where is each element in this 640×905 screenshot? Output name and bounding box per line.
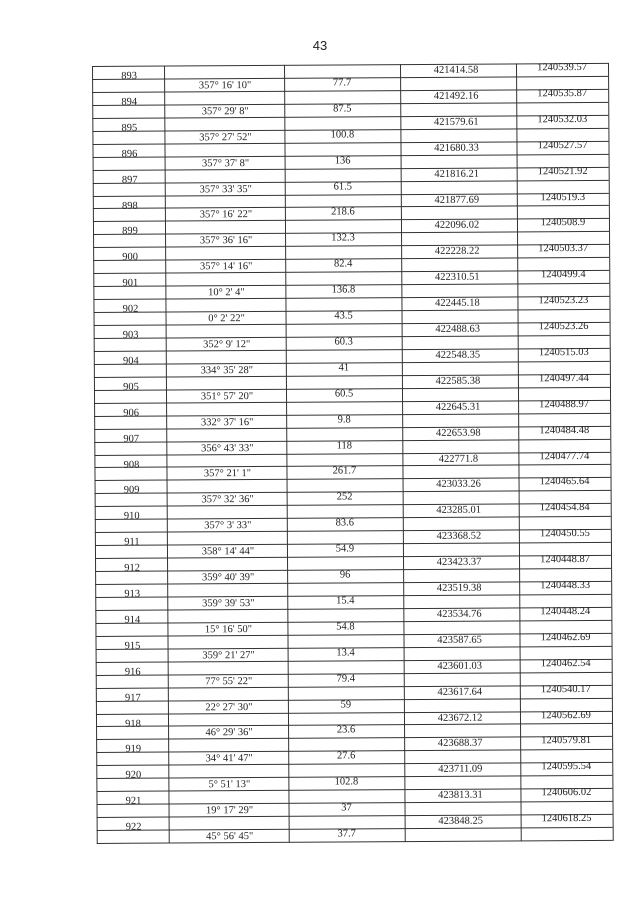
coordinate-x: 422771.8 (438, 453, 479, 465)
segment-length: 61.5 (333, 180, 352, 193)
point-number: 912 (124, 562, 140, 574)
point-number: 894 (121, 96, 138, 108)
bearing-angle: 357° 33' 35" (199, 183, 252, 195)
coordinate-y: 1240618.25 (541, 813, 592, 825)
segment-length: 15.4 (336, 595, 355, 607)
coordinate-x: 421816.21 (434, 168, 480, 180)
coordinate-y: 1240606.02 (541, 787, 592, 799)
bearing-angle: 357° 16' 22" (199, 209, 253, 221)
bearing-angle: 357° 29' 8" (201, 105, 249, 118)
segment-length: 102.8 (334, 776, 359, 788)
coordinate-y: 1240562.69 (541, 709, 591, 721)
coordinate-x: 423848.25 (438, 815, 483, 827)
coordinate-y: 1240465.64 (539, 476, 590, 488)
bearing-angle: 357° 37' 8" (201, 157, 250, 169)
bearing-angle: 22° 27' 30" (205, 701, 253, 713)
point-number: 907 (123, 433, 140, 445)
point-number: 913 (124, 588, 141, 600)
coordinate-x: 423711.09 (438, 763, 483, 776)
segment-length: 136 (334, 155, 351, 167)
point-number: 911 (124, 536, 140, 548)
bearing-angle: 5° 51' 13" (208, 779, 251, 791)
coordinate-y: 1240462.54 (540, 657, 591, 669)
coordinate-y: 1240499.4 (540, 269, 586, 281)
bearing-angle: 357° 32' 36" (201, 494, 254, 506)
coordinate-y: 1240508.9 (540, 217, 586, 229)
coordinate-y: 1240532.03 (537, 113, 588, 126)
point-number: 909 (123, 485, 140, 497)
coordinate-x: 423813.31 (438, 789, 483, 802)
coordinate-y: 1240503.37 (538, 243, 589, 255)
point-number: 916 (124, 666, 141, 678)
point-number: 895 (121, 122, 138, 134)
bearing-angle: 45° 56' 45" (206, 831, 254, 843)
segment-length: 136.8 (331, 284, 356, 296)
coordinate-x: 423601.03 (437, 660, 483, 672)
segment-length: 83.6 (335, 517, 355, 529)
bearing-angle: 358° 14' 44" (201, 546, 255, 558)
coordinate-y: 1240497.44 (538, 372, 589, 385)
point-number: 904 (122, 355, 139, 367)
coordinate-x: 423368.52 (436, 530, 482, 543)
point-number: 898 (121, 200, 138, 212)
point-number: 897 (121, 174, 138, 186)
coordinate-y: 1240539.57 (537, 61, 587, 74)
coordinate-y: 1240448.33 (540, 579, 591, 592)
page-number: 43 (312, 38, 328, 53)
bearing-angle: 10° 2' 4" (208, 287, 245, 299)
segment-length: 218.6 (331, 206, 355, 218)
bearing-angle: 359° 39' 53" (202, 597, 255, 610)
coordinate-x: 422585.38 (435, 375, 481, 387)
point-number: 896 (121, 148, 138, 160)
segment-length: 13.4 (336, 647, 355, 659)
segment-length: 96 (339, 569, 351, 581)
coordinate-x: 423617.64 (437, 686, 483, 698)
coordinate-x: 423285.01 (436, 504, 482, 517)
point-number: 919 (125, 744, 142, 756)
point-number: 921 (125, 795, 142, 807)
segment-length: 9.8 (337, 414, 351, 426)
coordinate-x: 422653.98 (435, 427, 481, 439)
coordinate-x: 422488.63 (435, 323, 480, 335)
segment-length: 41 (338, 362, 350, 374)
coordinate-x: 423423.37 (436, 556, 482, 568)
bearing-angle: 77° 55' 22" (205, 675, 253, 687)
bearing-angle: 332° 37' 16" (200, 416, 254, 428)
coordinate-y: 1240540.17 (540, 683, 591, 695)
coordinate-y: 1240448.24 (540, 605, 591, 618)
coordinate-x: 423672.12 (437, 712, 483, 724)
segment-length: 60.5 (334, 388, 354, 400)
segment-length: 261.7 (332, 465, 357, 477)
point-number: 920 (125, 770, 142, 782)
segment-length: 82.4 (333, 258, 353, 270)
point-number: 902 (122, 303, 139, 315)
coordinate-x: 423587.65 (437, 634, 482, 646)
point-number: 899 (122, 226, 138, 238)
coordinate-y: 1240519.3 (540, 191, 586, 203)
segment-length: 79.4 (336, 673, 355, 685)
bearing-angle: 359° 21' 27" (202, 649, 255, 662)
segment-length: 118 (336, 439, 353, 452)
segment-length: 100.8 (330, 129, 355, 141)
coordinate-x: 423534.76 (437, 608, 482, 620)
bearing-angle: 356° 43' 33" (201, 442, 254, 454)
coordinate-y: 1240515.03 (538, 346, 589, 359)
coordinate-y: 1240521.92 (537, 165, 588, 177)
bearing-angle: 357° 27' 52" (199, 131, 252, 144)
coordinate-x: 422548.35 (435, 349, 481, 361)
coordinate-y: 1240523.26 (538, 320, 589, 333)
coordinate-x: 422096.02 (434, 220, 480, 232)
segment-length: 132.3 (331, 232, 355, 244)
point-number: 906 (123, 407, 140, 419)
segment-length: 54.9 (335, 543, 355, 555)
coordinate-x: 421414.58 (433, 64, 479, 76)
bearing-angle: 0° 2' 22" (208, 313, 245, 325)
coordinate-y: 1240454.84 (539, 502, 590, 514)
bearing-angle: 357° 21' 1" (203, 468, 252, 480)
point-number: 915 (124, 640, 141, 652)
coordinate-y: 1240484.48 (539, 424, 590, 436)
segment-length: 37 (341, 802, 352, 814)
coordinate-x: 422310.51 (434, 271, 480, 284)
point-number: 914 (124, 614, 141, 626)
coordinate-x: 423033.26 (436, 479, 481, 491)
segment-length: 87.5 (333, 103, 352, 115)
segment-length: 77.7 (332, 77, 352, 89)
bearing-angle: 357° 3' 33" (204, 520, 252, 532)
bearing-angle: 352° 9' 12" (203, 338, 251, 351)
coordinate-y: 1240527.57 (537, 139, 588, 151)
coordinate-y: 1240579.81 (541, 735, 592, 747)
point-number: 903 (122, 329, 139, 341)
point-number: 922 (125, 821, 142, 833)
bearing-angle: 351° 57' 20" (200, 390, 254, 403)
segment-length: 43.5 (334, 310, 353, 322)
bearing-angle: 15° 16' 50" (204, 623, 253, 636)
point-number: 917 (124, 692, 141, 704)
point-number: 918 (125, 718, 141, 730)
coordinate-x: 423688.37 (437, 738, 483, 750)
point-number: 910 (123, 511, 140, 523)
coordinate-y: 1240462.69 (540, 631, 591, 644)
point-number: 905 (123, 381, 139, 393)
point-number: 893 (121, 70, 137, 82)
coordinate-x: 423519.38 (436, 582, 482, 594)
coordinate-y: 1240488.97 (539, 398, 590, 410)
point-number: 900 (122, 252, 139, 264)
coordinate-x: 422228.22 (434, 245, 480, 258)
coordinate-y: 1240535.87 (537, 87, 588, 100)
coordinate-y: 1240523.23 (538, 295, 589, 307)
coordinate-x: 421680.33 (434, 142, 479, 154)
coordinate-y: 1240595.54 (541, 761, 592, 773)
segment-length: 59 (340, 698, 352, 711)
segment-length: 27.6 (337, 750, 356, 762)
bearing-angle: 46° 29' 36" (205, 727, 253, 739)
segment-length: 60.3 (334, 336, 353, 348)
bearing-angle: 357° 14' 16" (199, 261, 253, 273)
point-number: 908 (123, 459, 140, 471)
coordinate-x: 421492.16 (433, 90, 479, 102)
coordinate-x: 422445.18 (435, 297, 480, 310)
coordinate-x: 421877.69 (434, 194, 480, 206)
coordinate-x: 421579.61 (434, 116, 479, 128)
segment-length: 54.8 (336, 621, 355, 633)
coordinate-x: 422645.31 (435, 401, 481, 413)
bearing-angle: 357° 36' 16" (199, 235, 253, 247)
bearing-angle: 19° 17' 29" (205, 805, 254, 817)
bearing-angle: 334° 35' 28" (200, 364, 254, 377)
bearing-angle: 357° 16' 10" (198, 79, 252, 92)
coordinate-y: 1240450.55 (539, 528, 590, 540)
segment-length: 37.7 (337, 828, 356, 840)
coordinate-y: 1240477.74 (539, 450, 590, 462)
point-number: 901 (122, 277, 139, 290)
coordinate-y: 1240448.87 (540, 554, 590, 566)
bearing-angle: 34° 41' 47" (205, 753, 253, 765)
segment-length: 23.6 (336, 724, 356, 736)
bearing-angle: 359° 40' 39" (201, 572, 255, 584)
segment-length: 252 (336, 491, 353, 503)
coordinate-table (92, 63, 613, 844)
